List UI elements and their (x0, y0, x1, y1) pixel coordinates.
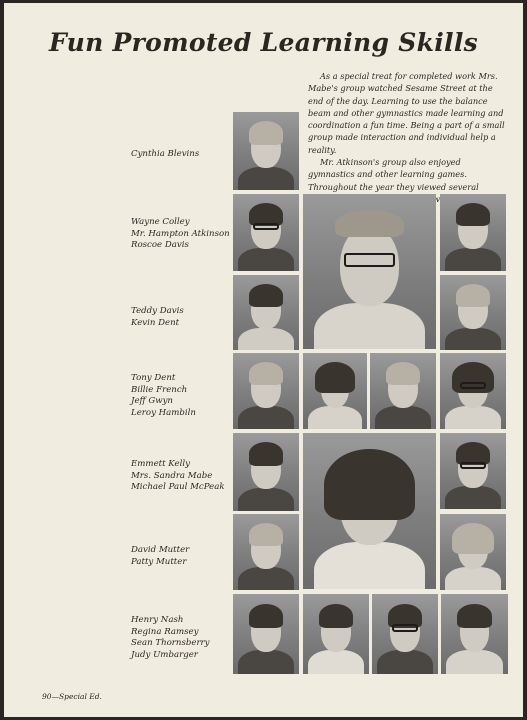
student-name: Jeff Gwyn (131, 396, 173, 407)
page-folio: 90—Special Ed. (42, 692, 102, 701)
student-name: Regina Ramsey (131, 626, 199, 637)
name-group-2 (131, 217, 230, 252)
intro-paragraph-2: Mr. Atkinson's group also enjoyed gymnastics and other learning games. Throughout the year they viewed several (308, 157, 479, 192)
name-group-5 (131, 459, 225, 494)
student-name: David Mutter (131, 545, 190, 555)
student-name: Leroy Hambiln (131, 407, 196, 418)
portrait-photo (440, 514, 506, 590)
teacher-name: Mrs. Sandra Mabe (131, 470, 213, 481)
portrait-photo (303, 594, 369, 674)
portrait-photo (440, 353, 506, 429)
portrait-photo (440, 433, 506, 509)
portrait-photo (440, 194, 506, 271)
portrait-photo (303, 353, 367, 429)
portrait-photo (440, 275, 506, 350)
student-name: Tony Dent (131, 373, 176, 383)
portrait-photo (370, 353, 436, 429)
student-name: Sean Thornsberry (131, 638, 210, 649)
teacher-portrait-photo (303, 194, 436, 349)
student-name: Patty Mutter (131, 556, 187, 567)
student-name: Billie French (131, 384, 188, 395)
student-name: Judy Umbarger (131, 649, 198, 660)
student-name: Kevin Dent (131, 317, 180, 328)
name-group-4 (131, 373, 196, 419)
name-group-3 (131, 306, 184, 329)
name-group-6 (131, 545, 189, 568)
student-name: Henry Nash (131, 615, 184, 625)
portrait-photo (233, 112, 299, 190)
name-group-7 (131, 615, 210, 661)
student-name: Emmett Kelly (131, 459, 190, 469)
page-title: Fun Promoted Learning Skills (48, 28, 478, 57)
portrait-photo (233, 433, 299, 511)
student-name: Cynthia Blevins (131, 149, 200, 159)
name-group-1 (131, 149, 199, 161)
student-name: Teddy Davis (131, 306, 184, 316)
portrait-photo (233, 353, 299, 429)
intro-paragraph-1: As a special treat for completed work Mrs. Mabe's group watched Sesame Street at the end of the day. Learning to use the balance beam and other gymnastics made learning and coordination a fun time. Being a part of a small group made interaction and individual help a reality. (308, 71, 505, 155)
portrait-photo (233, 275, 299, 350)
student-name: Roscoe Davis (131, 240, 189, 251)
teacher-name: Mr. Hampton Atkinson (131, 228, 230, 239)
portrait-photo (233, 514, 299, 590)
student-name: Wayne Colley (131, 217, 190, 227)
student-name: Michael Paul McPeak (131, 482, 225, 493)
portrait-photo (441, 594, 508, 674)
portrait-photo (233, 194, 299, 271)
portrait-photo (233, 594, 299, 674)
teacher-portrait-photo (303, 433, 436, 589)
portrait-photo (372, 594, 438, 674)
